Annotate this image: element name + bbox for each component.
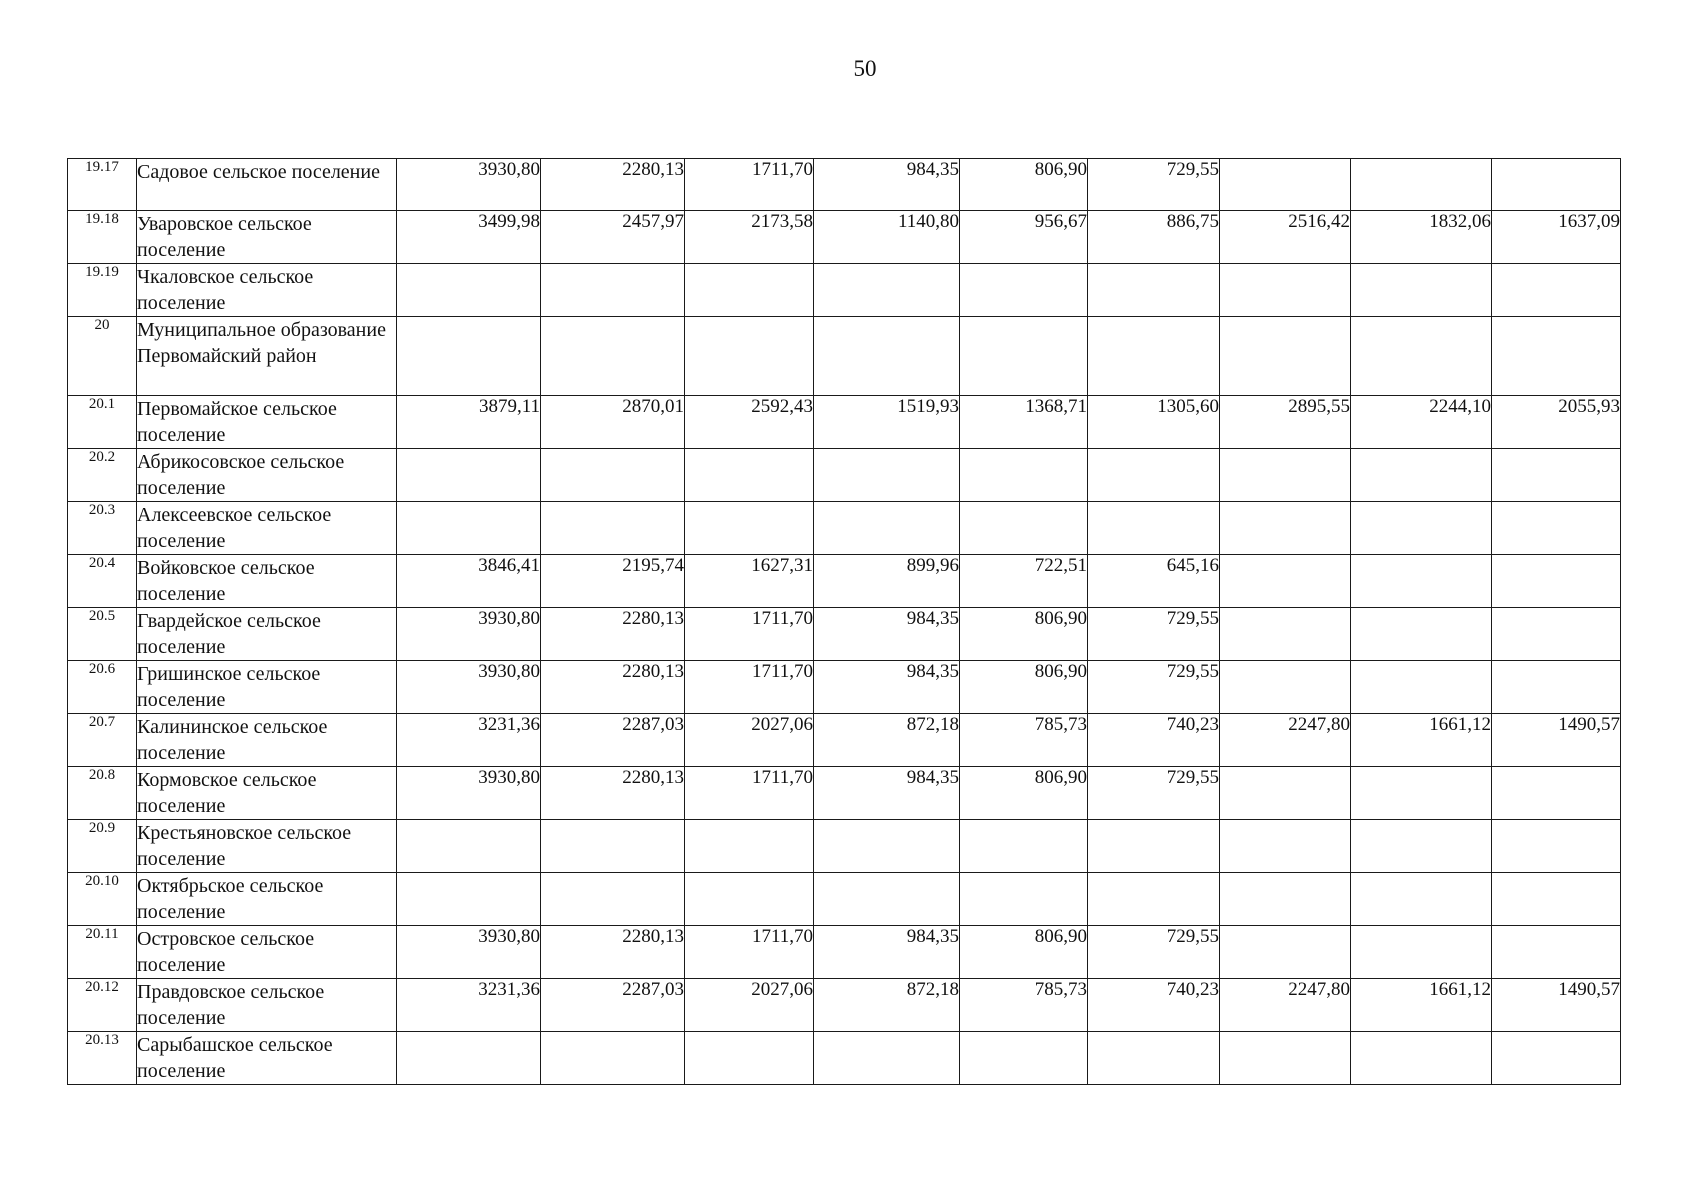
value-cell bbox=[814, 449, 960, 502]
value-cell bbox=[1351, 767, 1492, 820]
value-cell: 984,35 bbox=[814, 767, 960, 820]
settlement-name: Муниципальное образование Первомайский район bbox=[137, 317, 397, 396]
value-cell bbox=[541, 502, 685, 555]
value-cell bbox=[1351, 926, 1492, 979]
value-cell bbox=[397, 264, 541, 317]
value-cell bbox=[960, 317, 1088, 396]
value-cell bbox=[1492, 608, 1621, 661]
value-cell: 1832,06 bbox=[1351, 211, 1492, 264]
value-cell: 3930,80 bbox=[397, 767, 541, 820]
value-cell bbox=[685, 449, 814, 502]
value-cell: 2280,13 bbox=[541, 159, 685, 211]
value-cell: 2173,58 bbox=[685, 211, 814, 264]
value-cell: 3930,80 bbox=[397, 926, 541, 979]
settlement-name: Чкаловское сельское поселение bbox=[137, 264, 397, 317]
value-cell bbox=[1492, 449, 1621, 502]
value-cell: 1661,12 bbox=[1351, 979, 1492, 1032]
value-cell: 729,55 bbox=[1088, 608, 1220, 661]
value-cell: 2055,93 bbox=[1492, 396, 1621, 449]
value-cell: 2287,03 bbox=[541, 714, 685, 767]
value-cell bbox=[541, 317, 685, 396]
value-cell: 2247,80 bbox=[1220, 979, 1351, 1032]
value-cell: 3930,80 bbox=[397, 661, 541, 714]
value-cell bbox=[1088, 264, 1220, 317]
table-row bbox=[68, 767, 1621, 820]
value-cell bbox=[1220, 317, 1351, 396]
value-cell: 956,67 bbox=[960, 211, 1088, 264]
value-cell bbox=[1088, 449, 1220, 502]
value-cell bbox=[1088, 1032, 1220, 1085]
value-cell bbox=[1220, 449, 1351, 502]
table-row bbox=[68, 159, 1621, 211]
value-cell bbox=[1351, 873, 1492, 926]
settlement-name: Первомайское сельское поселение bbox=[137, 396, 397, 449]
value-cell bbox=[960, 264, 1088, 317]
value-cell bbox=[397, 820, 541, 873]
value-cell bbox=[960, 449, 1088, 502]
value-cell: 2895,55 bbox=[1220, 396, 1351, 449]
value-cell: 2280,13 bbox=[541, 767, 685, 820]
value-cell: 1140,80 bbox=[814, 211, 960, 264]
value-cell bbox=[814, 264, 960, 317]
value-cell bbox=[1351, 264, 1492, 317]
table-row bbox=[68, 264, 1621, 317]
value-cell bbox=[1220, 608, 1351, 661]
value-cell: 1711,70 bbox=[685, 926, 814, 979]
value-cell: 806,90 bbox=[960, 926, 1088, 979]
tariff-table bbox=[67, 158, 1621, 1085]
value-cell bbox=[1351, 159, 1492, 211]
value-cell: 806,90 bbox=[960, 767, 1088, 820]
value-cell: 2280,13 bbox=[541, 926, 685, 979]
page-number: 50 bbox=[853, 56, 877, 81]
row-number: 19.18 bbox=[68, 211, 137, 264]
value-cell bbox=[1351, 661, 1492, 714]
value-cell: 2247,80 bbox=[1220, 714, 1351, 767]
value-cell: 872,18 bbox=[814, 979, 960, 1032]
value-cell: 1627,31 bbox=[685, 555, 814, 608]
value-cell bbox=[541, 820, 685, 873]
row-number: 20.7 bbox=[68, 714, 137, 767]
settlement-name: Уваровское сельское поселение bbox=[137, 211, 397, 264]
value-cell: 1368,71 bbox=[960, 396, 1088, 449]
value-cell: 740,23 bbox=[1088, 714, 1220, 767]
settlement-name: Правдовское сельское поселение bbox=[137, 979, 397, 1032]
value-cell bbox=[1220, 661, 1351, 714]
table-row bbox=[68, 873, 1621, 926]
value-cell: 3879,11 bbox=[397, 396, 541, 449]
value-cell: 2457,97 bbox=[541, 211, 685, 264]
value-cell bbox=[1492, 264, 1621, 317]
value-cell: 1490,57 bbox=[1492, 979, 1621, 1032]
value-cell bbox=[814, 820, 960, 873]
value-cell bbox=[1220, 873, 1351, 926]
table-row bbox=[68, 555, 1621, 608]
value-cell bbox=[1088, 502, 1220, 555]
value-cell bbox=[541, 264, 685, 317]
value-cell bbox=[1351, 555, 1492, 608]
value-cell bbox=[1220, 1032, 1351, 1085]
value-cell bbox=[1351, 449, 1492, 502]
value-cell bbox=[1220, 767, 1351, 820]
value-cell: 1711,70 bbox=[685, 608, 814, 661]
value-cell bbox=[960, 873, 1088, 926]
table-row bbox=[68, 926, 1621, 979]
value-cell: 3930,80 bbox=[397, 608, 541, 661]
value-cell: 2027,06 bbox=[685, 979, 814, 1032]
value-cell bbox=[1492, 1032, 1621, 1085]
value-cell bbox=[1351, 502, 1492, 555]
value-cell bbox=[1088, 317, 1220, 396]
value-cell bbox=[541, 873, 685, 926]
row-number: 20.6 bbox=[68, 661, 137, 714]
value-cell bbox=[685, 873, 814, 926]
value-cell bbox=[685, 502, 814, 555]
value-cell bbox=[541, 449, 685, 502]
value-cell: 785,73 bbox=[960, 979, 1088, 1032]
value-cell: 2870,01 bbox=[541, 396, 685, 449]
value-cell bbox=[685, 820, 814, 873]
row-number: 20.10 bbox=[68, 873, 137, 926]
value-cell: 1637,09 bbox=[1492, 211, 1621, 264]
table-row bbox=[68, 979, 1621, 1032]
value-cell: 2592,43 bbox=[685, 396, 814, 449]
settlement-name: Садовое сельское поселение bbox=[137, 159, 397, 211]
value-cell bbox=[1351, 608, 1492, 661]
row-number: 20.12 bbox=[68, 979, 137, 1032]
settlement-name: Крестьяновское сельское поселение bbox=[137, 820, 397, 873]
value-cell bbox=[1351, 317, 1492, 396]
value-cell bbox=[397, 502, 541, 555]
value-cell bbox=[814, 317, 960, 396]
value-cell: 1305,60 bbox=[1088, 396, 1220, 449]
value-cell bbox=[814, 1032, 960, 1085]
value-cell: 645,16 bbox=[1088, 555, 1220, 608]
value-cell: 3930,80 bbox=[397, 159, 541, 211]
value-cell bbox=[814, 873, 960, 926]
value-cell: 3499,98 bbox=[397, 211, 541, 264]
value-cell: 3231,36 bbox=[397, 979, 541, 1032]
table-row bbox=[68, 396, 1621, 449]
value-cell: 984,35 bbox=[814, 608, 960, 661]
value-cell: 729,55 bbox=[1088, 661, 1220, 714]
value-cell: 2516,42 bbox=[1220, 211, 1351, 264]
value-cell bbox=[397, 1032, 541, 1085]
value-cell bbox=[1492, 820, 1621, 873]
value-cell bbox=[1220, 159, 1351, 211]
value-cell bbox=[1220, 820, 1351, 873]
table-row bbox=[68, 1032, 1621, 1085]
row-number: 20.4 bbox=[68, 555, 137, 608]
value-cell: 2280,13 bbox=[541, 608, 685, 661]
settlement-name: Войковское сельское поселение bbox=[137, 555, 397, 608]
value-cell: 729,55 bbox=[1088, 159, 1220, 211]
value-cell bbox=[1351, 820, 1492, 873]
value-cell: 1519,93 bbox=[814, 396, 960, 449]
value-cell bbox=[397, 873, 541, 926]
value-cell: 899,96 bbox=[814, 555, 960, 608]
value-cell bbox=[960, 1032, 1088, 1085]
value-cell: 2280,13 bbox=[541, 661, 685, 714]
value-cell bbox=[960, 820, 1088, 873]
value-cell: 1711,70 bbox=[685, 159, 814, 211]
value-cell: 2244,10 bbox=[1351, 396, 1492, 449]
value-cell: 984,35 bbox=[814, 661, 960, 714]
value-cell: 886,75 bbox=[1088, 211, 1220, 264]
row-number: 19.19 bbox=[68, 264, 137, 317]
value-cell bbox=[1492, 767, 1621, 820]
table-row bbox=[68, 661, 1621, 714]
settlement-name: Калининское сельское поселение bbox=[137, 714, 397, 767]
value-cell: 2287,03 bbox=[541, 979, 685, 1032]
value-cell: 806,90 bbox=[960, 608, 1088, 661]
settlement-name: Алексеевское сельское поселение bbox=[137, 502, 397, 555]
value-cell bbox=[685, 1032, 814, 1085]
value-cell bbox=[1088, 820, 1220, 873]
row-number: 20 bbox=[68, 317, 137, 396]
settlement-name: Сарыбашское сельское поселение bbox=[137, 1032, 397, 1085]
value-cell bbox=[1492, 159, 1621, 211]
value-cell: 3846,41 bbox=[397, 555, 541, 608]
settlement-name: Островское сельское поселение bbox=[137, 926, 397, 979]
row-number: 20.9 bbox=[68, 820, 137, 873]
row-number: 19.17 bbox=[68, 159, 137, 211]
value-cell: 984,35 bbox=[814, 159, 960, 211]
row-number: 20.11 bbox=[68, 926, 137, 979]
value-cell bbox=[1220, 502, 1351, 555]
value-cell bbox=[1088, 873, 1220, 926]
row-number: 20.3 bbox=[68, 502, 137, 555]
value-cell bbox=[397, 317, 541, 396]
table-row bbox=[68, 820, 1621, 873]
value-cell: 984,35 bbox=[814, 926, 960, 979]
value-cell bbox=[1492, 317, 1621, 396]
value-cell bbox=[685, 317, 814, 396]
value-cell: 806,90 bbox=[960, 661, 1088, 714]
settlement-name: Октябрьское сельское поселение bbox=[137, 873, 397, 926]
table-row bbox=[68, 502, 1621, 555]
table-row bbox=[68, 317, 1621, 396]
settlement-name: Кормовское сельское поселение bbox=[137, 767, 397, 820]
value-cell bbox=[1220, 555, 1351, 608]
value-cell: 872,18 bbox=[814, 714, 960, 767]
settlement-name: Гришинское сельское поселение bbox=[137, 661, 397, 714]
value-cell: 2027,06 bbox=[685, 714, 814, 767]
value-cell bbox=[541, 1032, 685, 1085]
value-cell: 729,55 bbox=[1088, 926, 1220, 979]
value-cell: 1490,57 bbox=[1492, 714, 1621, 767]
settlement-name: Абрикосовское сельское поселение bbox=[137, 449, 397, 502]
table-row bbox=[68, 714, 1621, 767]
row-number: 20.13 bbox=[68, 1032, 137, 1085]
value-cell: 1711,70 bbox=[685, 767, 814, 820]
value-cell: 1661,12 bbox=[1351, 714, 1492, 767]
table-body bbox=[68, 159, 1621, 1085]
value-cell: 722,51 bbox=[960, 555, 1088, 608]
value-cell bbox=[397, 449, 541, 502]
value-cell bbox=[814, 502, 960, 555]
value-cell bbox=[1220, 264, 1351, 317]
value-cell: 785,73 bbox=[960, 714, 1088, 767]
value-cell bbox=[960, 502, 1088, 555]
value-cell: 729,55 bbox=[1088, 767, 1220, 820]
table-row bbox=[68, 608, 1621, 661]
value-cell: 1711,70 bbox=[685, 661, 814, 714]
value-cell bbox=[1492, 873, 1621, 926]
value-cell: 740,23 bbox=[1088, 979, 1220, 1032]
value-cell bbox=[1351, 1032, 1492, 1085]
table-row bbox=[68, 449, 1621, 502]
value-cell: 3231,36 bbox=[397, 714, 541, 767]
table-row bbox=[68, 211, 1621, 264]
row-number: 20.1 bbox=[68, 396, 137, 449]
value-cell bbox=[1220, 926, 1351, 979]
row-number: 20.5 bbox=[68, 608, 137, 661]
value-cell bbox=[1492, 661, 1621, 714]
value-cell bbox=[1492, 555, 1621, 608]
row-number: 20.8 bbox=[68, 767, 137, 820]
value-cell bbox=[1492, 926, 1621, 979]
value-cell bbox=[1492, 502, 1621, 555]
value-cell: 806,90 bbox=[960, 159, 1088, 211]
row-number: 20.2 bbox=[68, 449, 137, 502]
value-cell: 2195,74 bbox=[541, 555, 685, 608]
settlement-name: Гвардейское сельское поселение bbox=[137, 608, 397, 661]
value-cell bbox=[685, 264, 814, 317]
